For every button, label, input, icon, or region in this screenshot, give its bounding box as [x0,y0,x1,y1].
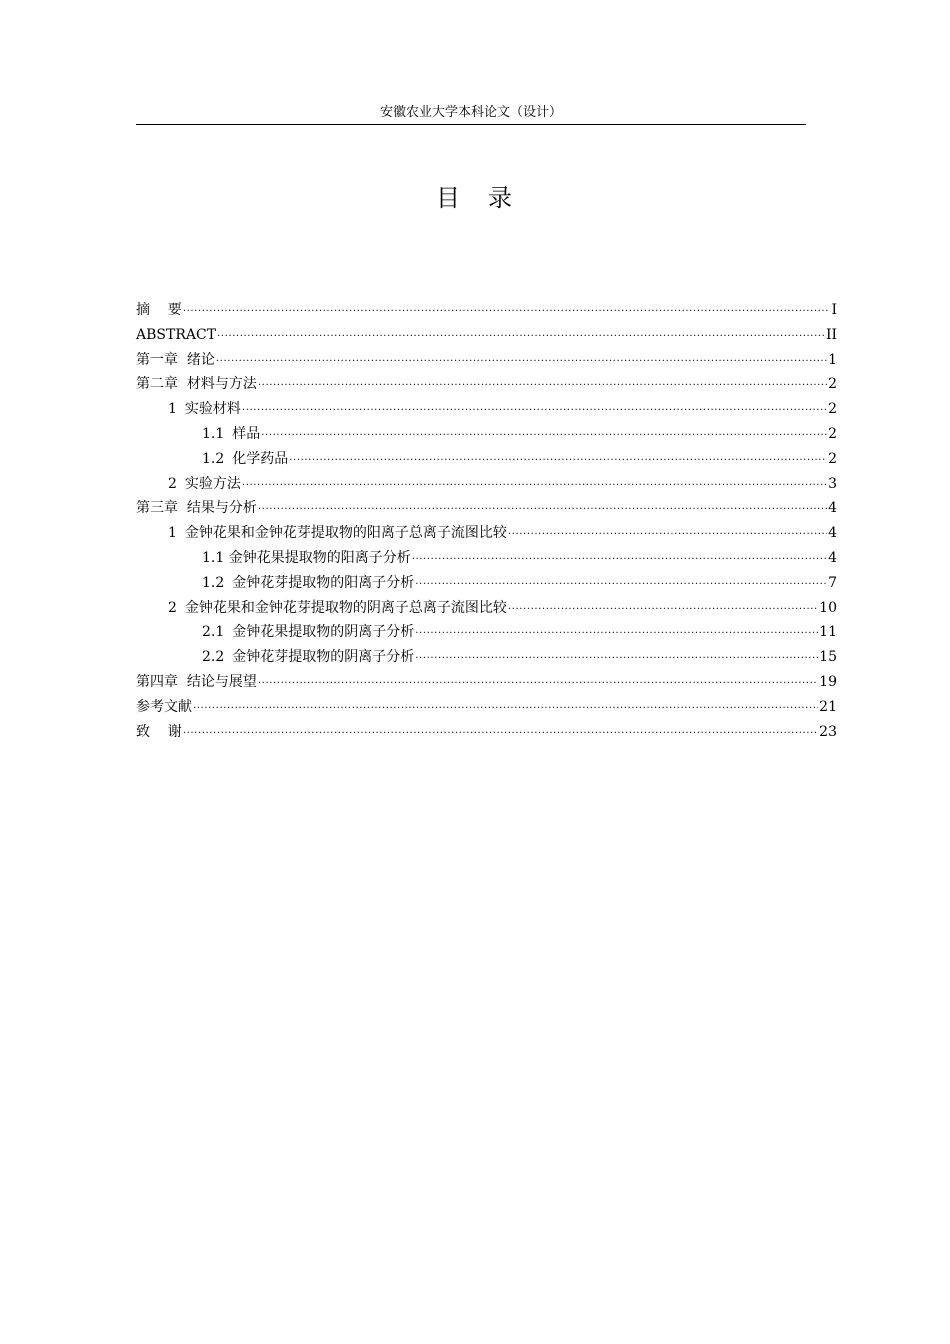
toc-entry-3-1[interactable] [136,521,837,546]
dot-leader [508,523,827,537]
toc-entry-number: 2.2 [202,649,225,666]
toc-entry-page: 7 [828,574,837,591]
header-rule [136,124,806,125]
toc-entry-page: 2 [828,425,837,442]
toc-entry-page: 2 [828,376,837,393]
toc-title-part2: 录 [488,184,514,212]
dot-leader [412,548,827,562]
toc-entry-page: II [825,326,837,343]
toc-entry-abstract-cn[interactable] [136,298,837,323]
dot-leader [217,325,825,339]
toc-entry-page: 10 [819,599,837,616]
toc-entry-label: 1.1 金钟花果提取物的阳离子分析 [202,549,411,566]
toc-entry-label: 实验材料 [184,401,241,418]
toc-entry-number: 1 [168,525,177,542]
toc-entry-2-1-1[interactable] [136,422,837,447]
dot-leader [415,622,818,636]
toc-entry-label: 第一章 绪论 [136,351,215,368]
toc-entry-2-2[interactable] [136,472,837,497]
dot-leader [508,598,818,612]
toc-entry-page: 2 [828,401,837,418]
toc-entry-label: 金钟花果和金钟花芽提取物的阴离子总离子流图比较 [184,599,507,616]
dot-leader [242,399,827,413]
toc-entry-page: 4 [828,549,837,566]
toc-entry-page: I [831,302,837,318]
dot-leader [193,697,818,711]
toc-entry-number: 1.2 [202,450,225,467]
dot-leader [415,573,827,587]
dot-leader [289,449,827,463]
toc-entry-label: 参考文献 [136,698,192,715]
toc-entry-page: 21 [819,698,837,715]
dot-leader [216,350,827,364]
toc-entry-number: 2 [168,599,177,616]
running-header: 安徽农业大学本科论文（设计） [379,105,562,120]
toc-entry-page: 1 [828,351,837,368]
dot-leader [261,424,827,438]
toc-entry-label: 金钟花芽提取物的阴离子分析 [232,649,415,666]
toc-entry-label: 第三章 结果与分析 [136,500,257,517]
dot-leader [258,498,827,512]
toc-entry-chapter-3[interactable] [136,496,837,521]
toc-entry-label: ABSTRACT [136,326,217,343]
toc-entry-number: 1 [168,401,177,418]
toc-entry-label: 化学药品 [232,450,289,467]
toc-title [0,180,950,216]
toc-entry-chapter-1[interactable] [136,348,837,373]
dot-leader [183,300,831,314]
dot-leader [258,672,818,686]
toc-title-part1: 目 [436,184,462,212]
toc-entry-number: 2.1 [202,624,225,641]
toc-entry-label: 致 谢 [136,723,182,740]
toc-entry-page: 3 [828,475,837,492]
toc-entry-number: 1.1 [202,425,225,442]
toc-entry-page: 2 [828,450,837,467]
toc-entry-label: 金钟花果提取物的阴离子分析 [232,624,415,641]
toc-entry-page: 23 [819,723,837,740]
toc-entry-number: 2 [168,475,177,492]
toc-entry-page: 11 [819,624,837,641]
toc-entry-number: 1.2 [202,574,225,591]
dot-leader [258,374,827,388]
dot-leader [242,474,827,488]
toc-entry-label: 金钟花果和金钟花芽提取物的阳离子总离子流图比较 [184,525,507,542]
toc-entry-page: 15 [819,649,837,666]
toc-entry-page: 19 [819,673,837,690]
toc-entry-label: 样品 [232,425,261,442]
toc-entry-label: 第四章 结论与展望 [136,673,257,690]
toc-entry-label: 实验方法 [184,475,241,492]
toc-entry-page: 4 [828,500,837,517]
toc-entry-3-2-1[interactable] [136,620,837,645]
toc-entry-chapter-4[interactable] [136,670,837,695]
toc-entry-label: 第二章 材料与方法 [136,376,257,393]
table-of-contents [136,298,837,744]
toc-entry-references[interactable] [136,695,837,720]
toc-entry-3-1-1[interactable] [136,546,837,571]
toc-entry-3-2[interactable] [136,596,837,621]
toc-entry-abstract-en[interactable] [136,323,837,348]
toc-entry-page: 4 [828,525,837,542]
toc-entry-chapter-2[interactable] [136,372,837,397]
toc-entry-label: 摘 要 [136,302,182,318]
toc-entry-2-1-2[interactable] [136,447,837,472]
toc-entry-label: 金钟花芽提取物的阳离子分析 [232,574,415,591]
toc-entry-3-2-2[interactable] [136,645,837,670]
toc-entry-acknowledgements[interactable] [136,720,837,745]
dot-leader [415,647,818,661]
toc-entry-2-1[interactable] [136,397,837,422]
toc-entry-3-1-2[interactable] [136,571,837,596]
dot-leader [183,722,818,736]
